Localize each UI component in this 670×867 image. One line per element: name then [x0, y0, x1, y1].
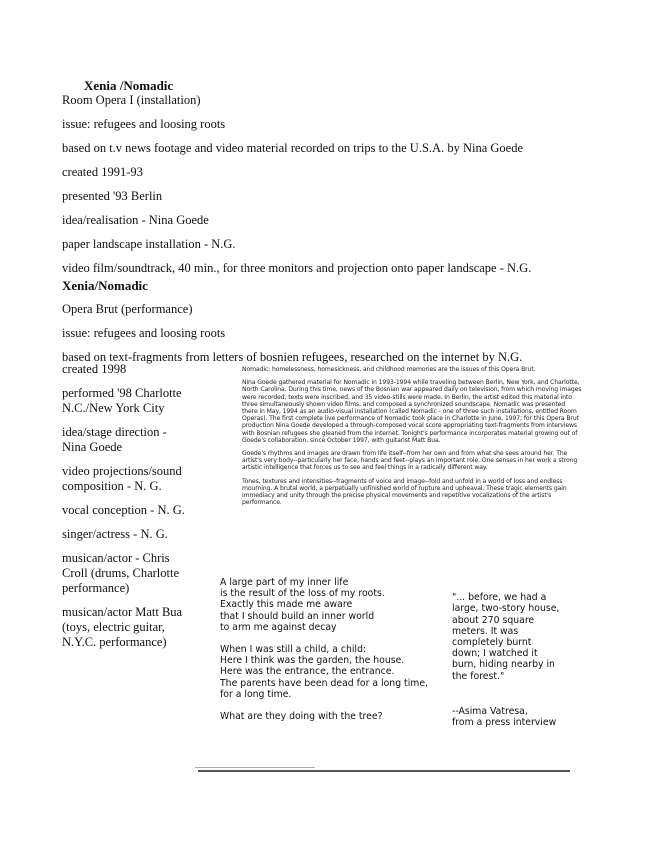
- presented-line: presented '93 Berlin: [62, 189, 163, 203]
- credit-line: musican/actor - Chris Croll (drums, Charlotte performance): [62, 551, 179, 595]
- divider-line: [198, 770, 570, 772]
- credit-line: singer/actress - N. G.: [62, 527, 168, 541]
- video-line: video film/soundtrack, 40 min., for three monitors and projection onto paper landscape - N.G.: [62, 261, 532, 275]
- source-line: based on t.v news footage and video material recorded on trips to the U.S.A. by Nina Goede: [62, 141, 523, 155]
- credit-line: video projections/sound composition - N. G.: [62, 464, 182, 493]
- issue-line: issue: refugees and loosing roots: [62, 117, 226, 131]
- program-note-scan: [242, 366, 582, 512]
- subtitle-line: Opera Brut (performance): [62, 302, 193, 316]
- scan-edge-line: [195, 767, 315, 768]
- subtitle-line: Room Opera I (installation): [62, 93, 201, 107]
- credit-line: created 1998: [62, 362, 127, 376]
- credit-line: performed '98 Charlotte N.C./New York City: [62, 386, 182, 415]
- idea-line: idea/realisation - Nina Goede: [62, 213, 209, 227]
- poem-stanza: A large part of my inner life is the result of the loss of my roots. Exactly this made me aware that I should build an inner world to arm me against decay: [220, 577, 385, 633]
- poem-block: [220, 577, 450, 733]
- section-performance: [62, 278, 642, 365]
- section-title: Xenia /Nomadic: [84, 78, 174, 93]
- scan-paragraph: Tones, textures and intensities--fragments of voice and image--fold and unfold in a world of loss and endless mourning. A brutal world, a perpetually unfinished world of rupture and upheaval. These tragic elements gain immediacy and unity through the precise physical movements and repetitive vocalizations of the artist's performance.: [242, 477, 567, 507]
- scan-paragraph: Nina Goede gathered material for Nomadic in 1993-1994 while traveling between Berlin, New York, and Charlotte, North Carolina. During this time, news of the Bosnian war appeared daily on television, from which moving images were recorded, texts were inscribed, and 35 video-stills were made. In Berlin, the artist edited this material into three simultaneously shown video films, and composed a synchronized soundscape. Nomadic was presented there in May, 1994 as an audio-visual installation (called Nomadic - one of three such installations, entitled Room Operas). The first complete live performance of Nomadic took place in Charlotte in June, 1997; for this Opera Brut production Nina Goede developed a through-composed vocal score appropriating text-fragments from interviews with Bosnian refugees she gleaned from the internet. Tonight's performance incorporates material growing out of Goede's collaboration, since October 1997, with guitarist Matt Bua.: [242, 379, 582, 444]
- scan-paragraph: Goede's rhythms and images are drawn from life itself--from her own and from what she sees around her. The artist's very body--particularly her face, hands and feet--plays an important role. One senses in her work a strong artistic intelligence that forces us to see and feel things in a radically different way.: [242, 450, 578, 472]
- credit-line: vocal conception - N. G.: [62, 503, 185, 517]
- source-line: based on text-fragments from letters of bosnien refugees, researched on the internet by N.G.: [62, 350, 523, 364]
- scan-paragraph: Nomadic: homelessness, homesickness, and childhood memories are the issues of this Opera Brut.: [242, 366, 536, 373]
- credit-line: musican/actor Matt Bua (toys, electric guitar, N.Y.C. performance): [62, 605, 183, 649]
- section-title: Xenia/Nomadic: [62, 278, 148, 293]
- poem-stanza: When I was still a child, a child: Here I think was the garden, the house. Here was the entrance, the entrance. The parents have been dead for a long time, for a long time.: [220, 644, 429, 700]
- created-line: created 1991-93: [62, 165, 143, 179]
- credits-column: [62, 362, 192, 650]
- section-installation: [62, 78, 642, 276]
- paper-line: paper landscape installation - N.G.: [62, 237, 236, 251]
- refugee-quote: [452, 581, 632, 753]
- credit-line: idea/stage direction - Nina Goede: [62, 425, 167, 454]
- quote-attribution: --Asima Vatresa, from a press interview: [452, 706, 557, 729]
- poem-stanza: What are they doing with the tree?: [220, 711, 383, 723]
- quote-text: "... before, we had a large, two-story house, about 270 square meters. It was completely burnt down; I watched it burn, hiding nearby in the forest.": [452, 592, 560, 682]
- issue-line: issue: refugees and loosing roots: [62, 326, 226, 340]
